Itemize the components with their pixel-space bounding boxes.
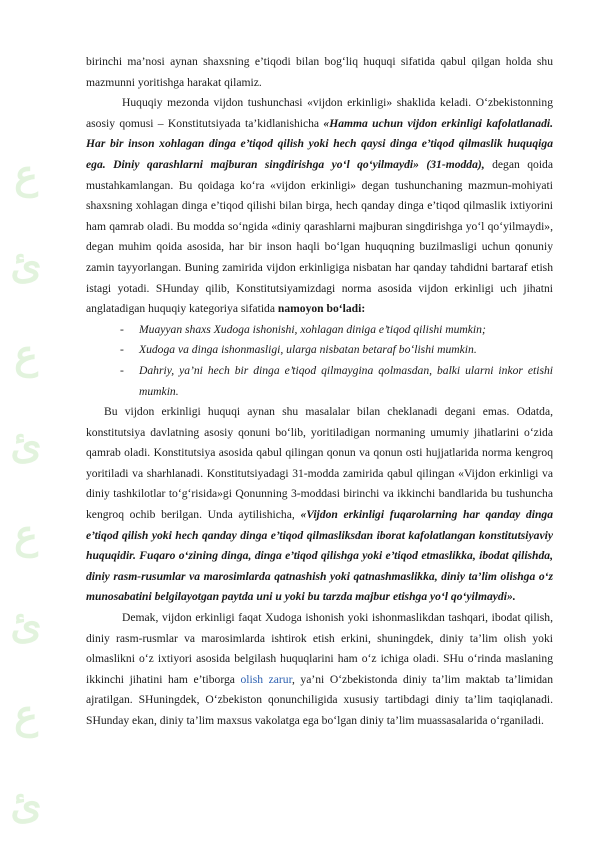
paragraph-constitution <box>86 93 553 320</box>
list-item: - Muayyan shaxs Xudoga ishonishi, xohlagan diniga e’tiqod qilishi mumkin; <box>120 320 553 341</box>
watermark-letter: ع <box>14 153 38 197</box>
constitution-quote: «Hamma uchun vijdon erkinligi kafolatlanadi. Har bir inson xohlagan dinga e’tiqod qilish yoki hech qaysi dinga e’tiqod qilmaslik huquqiga ega. Diniy qarashlarni majburan singdirishga yo‘l qo‘yilmaydi» (31-modda), <box>86 116 553 171</box>
list-item: - Xudoga va dinga ishonmasligi, ularga nisbatan betaraf bo‘lishi mumkin. <box>120 340 553 361</box>
law-quote: «Vijdon erkinligi fuqarolarning har qanday dinga e’tiqod qilish yoki hech qanday dinga e’tiqod qilmasliksdan iborat kafolatlangan konstitutsiyaviy huquqidir. Fuqaro o‘zining dinga, dinga e’tiqod qilishga yoki e’tiqod etmaslikka, ibodat qilishda, diniy rasm-rusumlar va marosimlarda qatnashish yoki qatnashmaslikka, diniy ta’lim olishga o‘z munosabatini belgilayotgan paytda uni u yoki bu tarzda majbur etishga yo‘l qo‘yilmaydi». <box>86 508 553 604</box>
paragraph-text: Bu vijdon erkinligi huquqi aynan shu masalalar bilan cheklanadi degani emas. Odatda, konstitutsiya davlatning asosiy qonuni bo‘lib, yoritiladigan normaning umumiy jihatlarini o‘zida qamrab oladi. Konstitutsiya asosida qabul qilingan qonun va qonun osti hujjatlarida norma kengroq yoritiladi va sharhlanadi. Konstitutsiyadagi 31-modda zamirida qabul qilingan «Vijdon erkinligi va diniy tashkilotlar to‘g‘risida»gi Qonunning 3-moddasi birinchi va ikkinchi bandlarida bu tushuncha kengroq ochib berilgan. Unda aytilishicha, <box>86 405 553 522</box>
paragraph-law <box>86 402 553 608</box>
inline-link[interactable]: olish zarur <box>240 672 292 686</box>
watermark-letter: ع <box>14 333 38 377</box>
watermark-letter: ئ <box>10 423 42 467</box>
document-page <box>86 52 553 732</box>
freedom-aspects-list <box>86 320 553 402</box>
watermark-letter: ع <box>14 693 38 737</box>
watermark <box>4 130 48 850</box>
paragraph-text: Demak, vijdon erkinligi faqat Xudoga ishonish yoki ishonmaslikdan tashqari, ibodat qilish, diniy rasm-rusmlar va marosimlarda ishtirok etish erkini, shuningdek, diniy ta’lim olish yoki olmaslikni o‘z ixtiyori asosida belgilash huquqlarini ham o‘z ichiga oladi. SHu o‘rinda maslaning ikkinchi jihatini ham e’tiborga <box>86 611 553 686</box>
watermark-letter: ئ <box>10 243 42 287</box>
paragraph-conclusion <box>86 608 553 732</box>
paragraph-text: degan qoida mustahkamlangan. Bu qoidaga ko‘ra «vijdon erkinligi» degan tushunchaning mazmun-mohiyati shaxsning xohlagan dinga e’tiqod qilishi bilan birga, hech qanday dinga e’tiqod qilmaslik ixtiyorini ham qamrab oladi. Bu modda so‘ngida «diniy qarashlarni majburan singdirishga yo‘l qo‘yilmaydi», degan muhim qoida asosida, har bir inson haqli bo‘lgan huquqning buzilmasligi uchun qonuniy zamin tayyorlangan. Buning zamirida vijdon erkinligiga nisbatan har qanday tahdidni bartaraf etish istagi yotadi. SHunday qilib, Konstitutsiyamizdagi norma asosida vijdon erkinligi uch jihatni anglatadigan huquqiy kategoriya sifatida <box>86 157 553 316</box>
watermark-letter: ئ <box>10 783 42 827</box>
paragraph-text: , ya’ni O‘zbekistonda diniy ta’lim maktab ta’limidan ajratilgan. SHuningdek, O‘zbekiston qonunchiligida xususiy tartibdagi diniy ta’lim taqiqlanadi. SHunday ekan, diniy ta’lim maxsus vakolatga ega bo‘lgan diniy ta’lim muassasalarida o‘rganiladi. <box>86 672 553 727</box>
paragraph-intro: birinchi ma’nosi aynan shaxsning e’tiqodi bilan bog‘liq huquqi sifatida qabul qilgan holda shu mazmunni yoritishga harakat qilamiz. <box>86 55 553 89</box>
bold-phrase: namoyon bo‘ladi: <box>277 302 366 316</box>
watermark-letter: ئ <box>10 603 42 647</box>
list-item: - Dahriy, ya’ni hech bir dinga e’tiqod qilmaygina qolmasdan, balki ularni inkor etishi mumkin. <box>120 361 553 402</box>
watermark-letter: ع <box>14 513 38 557</box>
paragraph-text: Huquqiy mezonda vijdon tushunchasi «vijdon erkinligi» shaklida keladi. O‘zbekistonning asosiy qomusi – Konstitutsiyada ta’kidlanishicha <box>86 96 553 130</box>
